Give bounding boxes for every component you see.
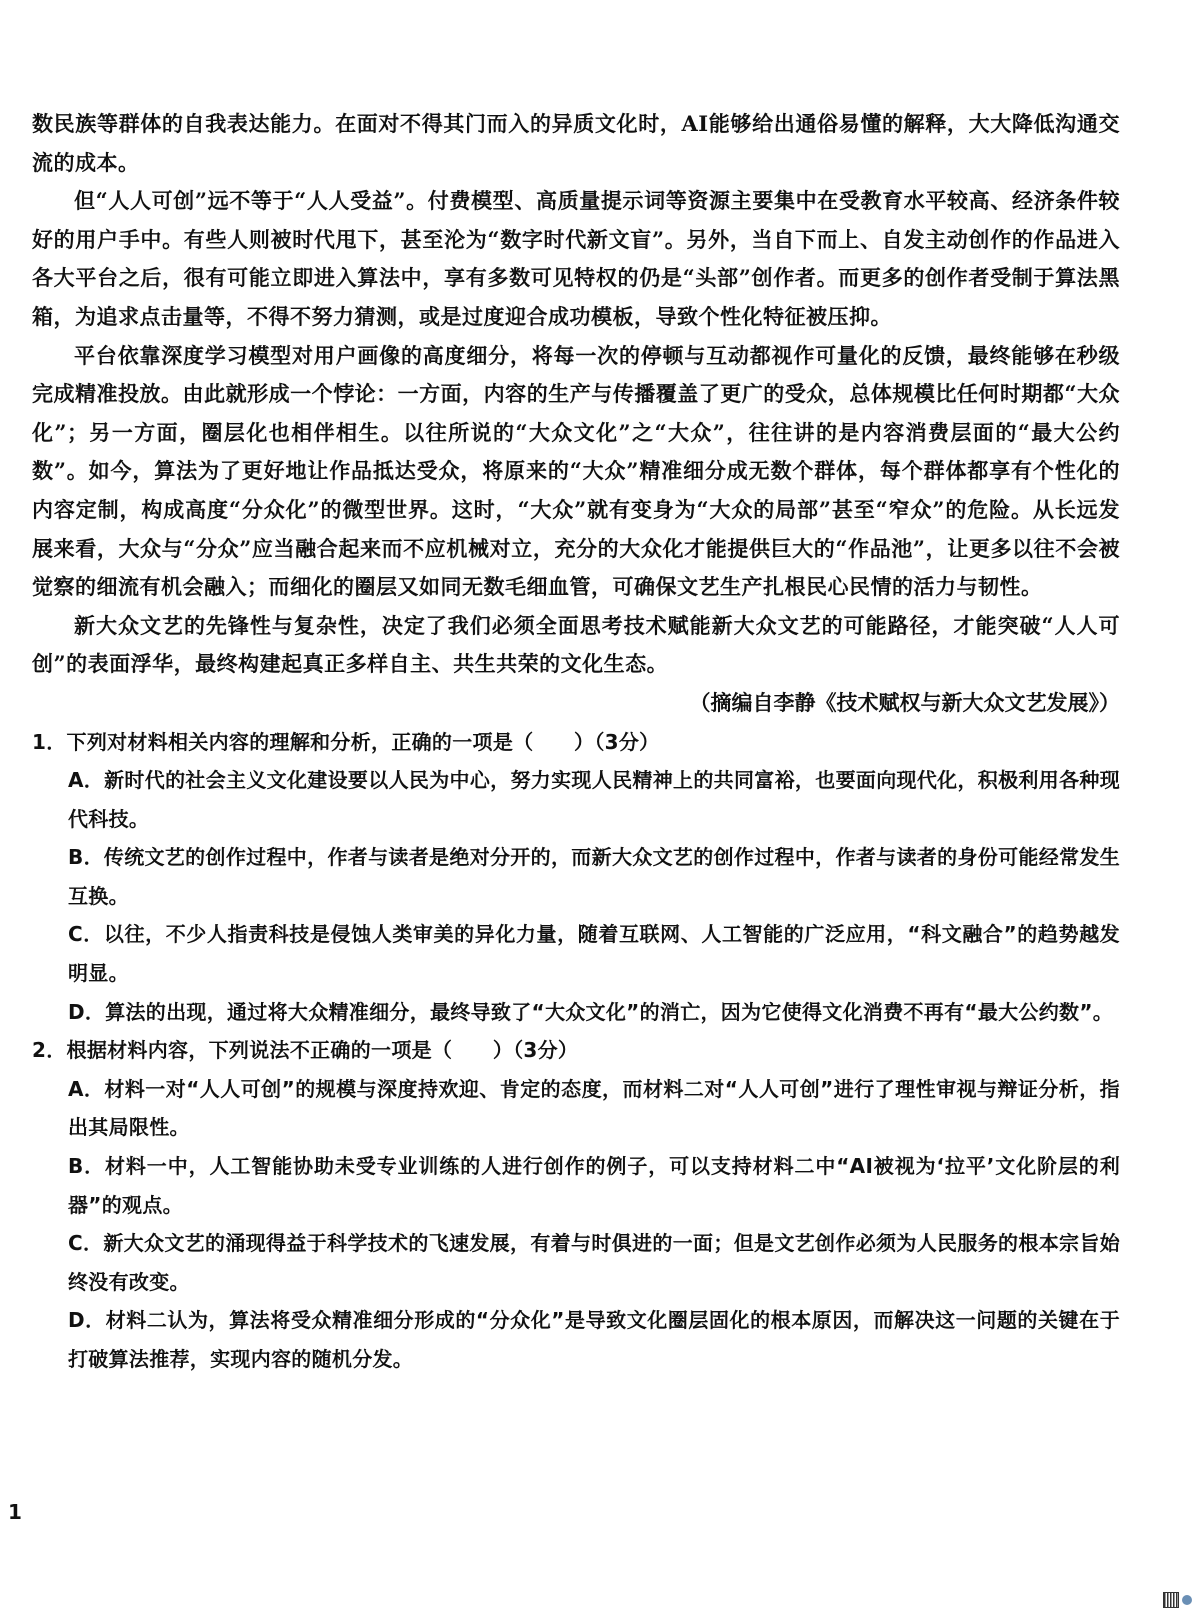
passage-source: （摘编自李静《技术赋权与新大众文艺发展》） [689, 689, 1120, 715]
option-c: C．新大众文艺的涌现得益于科学技术的飞速发展，有着与时俱进的一面；但是文艺创作必须为人民服务的根本宗旨始终没有改变。 [68, 1231, 1120, 1294]
question-2 [32, 1031, 1120, 1378]
passage-paragraph-1: 数民族等群体的自我表达能力。在面对不得其门而入的异质文化时，AI能够给出通俗易懂的解释，大大降低沟通交流的成本。 [32, 111, 1120, 175]
option-a: A．新时代的社会主义文化建设要以人民为中心，努力实现人民精神上的共同富裕，也要面向现代化，积极利用各种现代科技。 [68, 768, 1120, 831]
option-d: D．材料二认为，算法将受众精准细分形成的“分众化”是导致文化圈层固化的根本原因，而解决这一问题的关键在于打破算法推荐，实现内容的随机分发。 [68, 1308, 1120, 1371]
option-b: B．材料一中，人工智能协助未受专业训练的人进行创作的例子，可以支持材料二中“AI被视为‘拉平’文化阶层的利器”的观点。 [68, 1154, 1120, 1217]
watermark [1163, 1592, 1192, 1608]
passage-paragraph-3: 平台依靠深度学习模型对用户画像的高度细分，将每一次的停顿与互动都视作可量化的反馈，最终能够在秒级完成精准投放。由此就形成一个悖论：一方面，内容的生产与传播覆盖了更广的受众，总体规模比任何时期都“大众化”；另一方面，圈层化也相伴相生。以往所说的“大众文化”之“大众”，往往讲的是内容消费层面的“最大公约数”。如今，算法为了更好地让作品抵达受众，将原来的“大众”精准细分成无数个群体，每个群体都享有个性化的内容定制，构成高度“分众化”的微型世界。这时，“大众”就有变身为“大众的局部”甚至“窄众”的危险。从长远发展来看，大众与“分众”应当融合起来而不应机械对立，充分的大众化才能提供巨大的“作品池”，让更多以往不会被觉察的细流有机会融入；而细化的圈层又如同无数毛细血管，可确保文艺生产扎根民心民情的活力与韧性。 [32, 342, 1120, 600]
passage-paragraph-4: 新大众文艺的先锋性与复杂性，决定了我们必须全面思考技术赋能新大众文艺的可能路径，才能突破“人人可创”的表面浮华，最终构建起真正多样自主、共生共荣的文化生态。 [32, 612, 1120, 677]
question-stem: 1．下列对材料相关内容的理解和分析，正确的一项是（ ）（3分） [32, 729, 660, 754]
question-1 [32, 723, 1120, 1032]
option-a: A．材料一对“人人可创”的规模与深度持欢迎、肯定的态度，而材料二对“人人可创”进行了理性审视与辩证分析，指出其局限性。 [68, 1076, 1120, 1140]
question-stem: 2．根据材料内容，下列说法不正确的一项是（ ）（3分） [32, 1038, 579, 1063]
page-number: 1 [8, 1500, 22, 1524]
qr-code-icon [1163, 1592, 1179, 1608]
option-b: B．传统文艺的创作过程中，作者与读者是绝对分开的，而新大众文艺的创作过程中，作者与读者的身份可能经常发生互换。 [68, 845, 1120, 908]
passage-paragraph-2: 但“人人可创”远不等于“人人受益”。付费模型、高质量提示词等资源主要集中在受教育水平较高、经济条件较好的用户手中。有些人则被时代甩下，甚至沦为“数字时代新文盲”。另外，当自下而上、自发主动创作的作品进入各大平台之后，很有可能立即进入算法中，享有多数可见特权的仍是“头部”创作者。而更多的创作者受制于算法黑箱，为追求点击量等，不得不努力猜测，或是过度迎合成功模板，导致个性化特征被压抑。 [32, 188, 1120, 329]
option-d: D．算法的出现，通过将大众精准细分，最终导致了“大众文化”的消亡，因为它使得文化消费不再有“最大公约数”。 [68, 999, 1114, 1024]
logo-icon [1182, 1595, 1192, 1605]
document-page [32, 105, 1120, 1379]
option-c: C．以往，不少人指责科技是侵蚀人类审美的异化力量，随着互联网、人工智能的广泛应用，“科文融合”的趋势越发明显。 [68, 922, 1120, 986]
